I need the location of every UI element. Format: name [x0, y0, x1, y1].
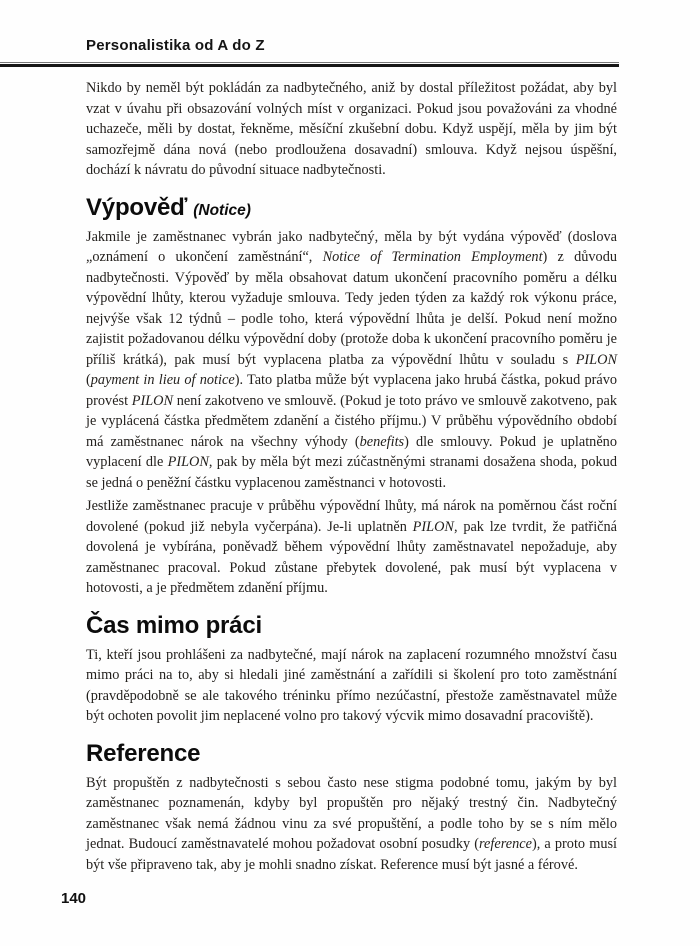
section-title: Čas mimo práci — [86, 611, 262, 639]
text-segment: , pak by měla být mezi zúčastněnými stranami dosažena shoda, pokud se jedná o peněžní částku vyplacenou zaměstnanci v hotovosti. — [86, 454, 617, 491]
italic-text-segment: reference — [479, 836, 532, 852]
text-segment: ) dle smlouvy. Pokud je uplatněno vyplacení dle — [86, 433, 617, 470]
section-heading-reference — [86, 740, 617, 771]
section-heading-cas-mimo-praci — [86, 612, 617, 643]
paragraph-notice-1 — [86, 227, 617, 494]
page-content — [86, 78, 617, 875]
paragraph-reference — [86, 773, 617, 876]
text-segment: ) z důvodu nadbytečnosti. Výpověď by měla obsahovat datum ukončení pracovního poměru a délku výpovědní lhůty, kterou vyžaduje smlouva. Tedy jeden týden za každý rok výkonu práce, nejvýše však 12 týdnů – podle toho, která výpovědní lhůta je delší. Pokud není možno zajistit požadovanou délku výpovědní doby (protože doba k ukončení pracovního poměru je příliš krátká), pak musí být vyplacena platba za výpovědní lhůtu v souladu s — [86, 249, 617, 368]
italic-text-segment: PILON — [575, 351, 617, 368]
paragraph-cas-mimo-praci — [86, 645, 617, 727]
intro-paragraph — [86, 78, 617, 181]
section-title: Výpověď — [86, 193, 188, 221]
section-heading-vypoved — [86, 194, 617, 225]
page-number: 140 — [61, 890, 87, 907]
italic-text-segment: benefits — [359, 433, 405, 450]
italic-text-segment: Notice of Termination Employment — [322, 249, 543, 265]
paragraph-notice-2 — [86, 496, 617, 599]
text-segment: Jakmile je zaměstnanec vybrán jako nadbytečný, měla by být vydána výpověď (doslova „oznámení o ukončení zaměstnání“, — [86, 228, 617, 265]
text-segment: ( — [86, 372, 91, 388]
header-rule — [0, 62, 619, 67]
text-segment: Být propuštěn z nadbytečnosti s sebou často nese stigma podobné tomu, jakým by byl zaměstnanec poznamenán, kdyby byl propuštěn pro nějaký trestný čin. Nadbytečný zaměstnanec však nemá žádnou vinu za své propuštění, a podle toho by se s ním mělo jednat. Budoucí zaměstnavatelé mohou požadovat osobní posudky ( — [86, 774, 617, 852]
text-segment: ). Tato platba může být vyplacena jako hrubá částka, pokud právo provést — [86, 372, 618, 409]
text-segment: Ti, kteří jsou prohlášeni za nadbytečné, mají nárok na zaplacení rozumného množství času mimo práci na to, aby si hledali jiné zaměstnání a zařídili si školení pro toto zaměstnání (pravděpodobně se ale takového tréninku přímo nezúčastní, přestože zaměstnavatel může být ochoten povolit jim neplacené volno pro takový výcvik mimo dosavadní pracoviště). — [86, 646, 617, 724]
italic-text-segment: payment in lieu of notice — [90, 372, 235, 388]
italic-text-segment: PILON — [412, 518, 454, 535]
italic-text-segment: PILON — [131, 392, 174, 409]
running-header: Personalistika od A do Z — [86, 37, 265, 54]
text-segment: ), a proto musí být vše připraveno tak, aby je mohli snadno získat. Reference musí být jasné a férové. — [86, 836, 617, 873]
text-segment: Jestliže zaměstnanec pracuje v průběhu výpovědní lhůty, má nárok na poměrnou část roční dovolené (pokud již nebyla vyčerpána). Je-li uplatněn — [86, 498, 617, 535]
section-title: Reference — [86, 739, 201, 767]
section-subtitle: (Notice) — [193, 201, 251, 219]
italic-text-segment: PILON — [167, 454, 209, 470]
text-segment: není zakotveno ve smlouvě. (Pokud je toto právo ve smlouvě zakotveno, pak je vyplácená částka předmětem zdanění a čistého příjmu.) V průběhu výpovědního období má zaměstnanec nárok na všechny výhody ( — [86, 392, 617, 450]
text-segment: , pak lze tvrdit, že patřičná dovolená je vybírána, poněvadž během výpovědní lhůty zaměstnavatel nepožaduje, aby zaměstnanec pracoval. Pokud zůstane přebytek dovolené, pak musí být vyplacena v hotovosti, a je předmětem zdanění příjmu. — [86, 518, 618, 596]
text-segment: Nikdo by neměl být pokládán za nadbytečného, aniž by dostal příležitost požádat, aby byl vzat v úvahu při obsazování volných míst v organizaci. Pokud jsou považováni za vhodné uchazeče, měli by dostat, řekněme, měsíční zkušební dobu. Když uspějí, měla by jim být samozřejmě dána nová (nebo prodloužena dosavadní) smlouva. Když nejsou úspěšní, dochází k návratu do původní situace nadbytečnosti. — [86, 80, 617, 178]
